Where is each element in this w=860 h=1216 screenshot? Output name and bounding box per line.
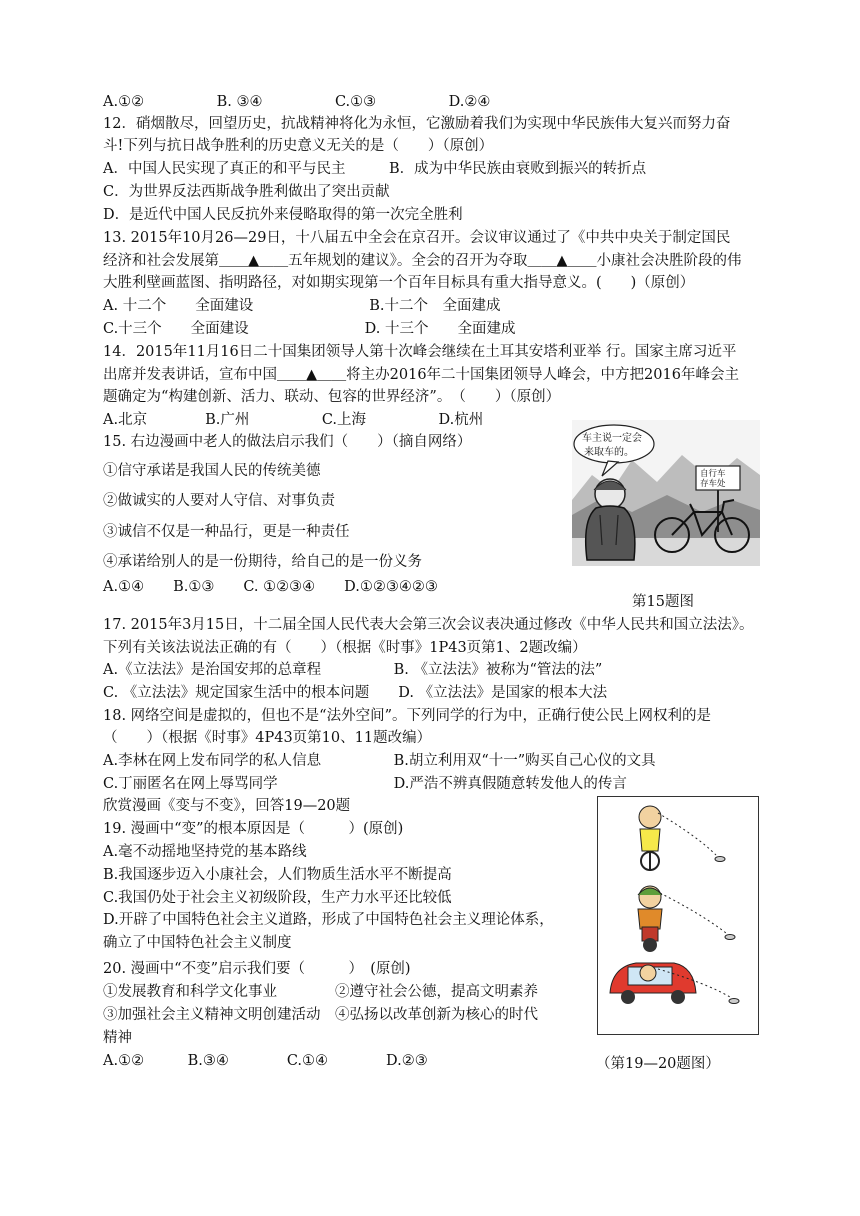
speech-text-line1: 车主说一定会 xyxy=(582,433,642,444)
q19-stem: 19. 漫画中“变”的根本原因是（ ）(原创) xyxy=(103,821,404,837)
q13-option-ab: A. 十二个 全面建设 B.十二个 全面建成 xyxy=(103,298,501,314)
q20-items-12: ①发展教育和科学文化事业 ②遵守社会公德，提高文明素养 xyxy=(103,984,538,1000)
q15-cartoon xyxy=(572,420,760,566)
q15-item-4: ④承诺给别人的是一份期待，给自己的是一份义务 xyxy=(103,554,422,570)
q20-options: A.①② B.③④ C.①④ D.②③ xyxy=(103,1053,428,1069)
q19-20-intro: 欣赏漫画《变与不变》，回答19—20题 xyxy=(103,798,351,814)
q19-option-a: A.毫不动摇地坚持党的基本路线 xyxy=(103,844,307,860)
q19-option-c: C.我国仍处于社会主义初级阶段，生产力水平还比较低 xyxy=(103,890,452,906)
q19-option-d-line2: 确立了中国特色社会主义制度 xyxy=(103,935,292,951)
old-man-bicycle-illustration xyxy=(572,420,760,566)
q18-stem-line2: （ ）（根据《时事》4P43页第10、11题改编） xyxy=(103,730,432,746)
q15-stem: 15. 右边漫画中老人的做法启示我们（ ）（摘自网络） xyxy=(103,434,472,450)
q12-option-d: D．是近代中国人民反抗外来侵略取得的第一次完全胜利 xyxy=(103,207,463,223)
q15-options: A.①④ B.①③ C. ①②③④ D.①②③④②③ xyxy=(103,579,438,595)
change-and-unchanged-illustration xyxy=(598,797,758,1034)
sign-text-line1: 自行车 xyxy=(700,469,726,479)
q12-option-ab: A．中国人民实现了真正的和平与民主 B．成为中华民族由衰败到振兴的转折点 xyxy=(103,161,647,177)
q11-options: A.①② B. ③④ C.①③ D.②④ xyxy=(103,94,491,110)
q18-stem-line1: 18. 网络空间是虚拟的，但也不是“法外空间”。下列同学的行为中，正确行使公民上网权利的是 xyxy=(103,708,711,724)
q13-stem-line1: 13. 2015年10月26—29日，十八届五中全会在京召开。会议审议通过了《中共中央关于制定国民 xyxy=(103,230,731,246)
q12-option-c: C．为世界反法西斯战争胜利做出了突出贡献 xyxy=(103,184,390,200)
q15-figure-caption: 第15题图 xyxy=(632,594,694,610)
q19-option-b: B.我国逐步迈入小康社会，人们物质生活水平不断提高 xyxy=(103,867,452,883)
q13-stem-line2: 经济和社会发展第＿＿▲＿＿五年规划的建议》。全会的召开为夺取＿＿▲＿＿小康社会决胜阶段的伟 xyxy=(103,253,742,269)
q12-stem-line2: 斗!下列与抗日战争胜利的历史意义无关的是（ ）（原创） xyxy=(103,138,494,154)
q13-option-cd: C.十三个 全面建设 D. 十三个 全面建成 xyxy=(103,321,516,337)
speech-text-line2: 来取车的。 xyxy=(584,447,634,458)
q15-item-1: ①信守承诺是我国人民的传统美德 xyxy=(103,463,321,479)
q18-option-ab: A.李林在网上发布同学的私人信息 B.胡立利用双“十一”购买自己心仪的文具 xyxy=(103,753,656,769)
q17-stem-line1: 17. 2015年3月15日，十二届全国人民代表大会第三次会议表决通过修改《中华人民共和国立法法》。 xyxy=(103,617,754,633)
q14-stem-line1: 14．2015年11月16日二十国集团领导人第十次峰会继续在土耳其安塔利亚举 行。国家主席习近平 xyxy=(103,344,737,360)
q19-20-cartoon xyxy=(597,796,759,1035)
q14-options: A.北京 B.广州 C.上海 D.杭州 xyxy=(103,412,484,428)
q15-item-2: ②做诚实的人要对人守信、对事负责 xyxy=(103,493,335,509)
q19-option-d-line1: D.开辟了中国特色社会主义道路，形成了中国特色社会主义理论体系， xyxy=(103,912,554,928)
q17-stem-line2: 下列有关该法说法正确的有（ ）（根据《时事》1P43页第1、2题改编） xyxy=(103,640,587,656)
q14-stem-line3: 题确定为“构建创新、活力、联动、包容的世界经济”。 （ ）（原创） xyxy=(103,389,561,405)
sign-text-line2: 存车处 xyxy=(700,479,726,489)
q13-stem-line3: 大胜利壁画蓝图、指明路径，对如期实现第一个百年目标具有重大指导意义。( )（原创） xyxy=(103,275,695,291)
q17-option-ab: A.《立法法》是治国安邦的总章程 B. 《立法法》被称为“管法的法” xyxy=(103,662,603,678)
q14-stem-line2: 出席并发表讲话，宣布中国＿＿▲＿＿将主办2016年二十国集团领导人峰会，中方把2016年峰会主 xyxy=(103,367,739,383)
q20-items-34: ③加强社会主义精神文明创建活动 ④弘扬以改革创新为核心的时代 xyxy=(103,1007,538,1023)
q19-20-figure-caption: （第19—20题图） xyxy=(596,1056,720,1072)
q15-item-3: ③诚信不仅是一种品行，更是一种责任 xyxy=(103,524,350,540)
q20-items-cont: 精神 xyxy=(103,1030,132,1046)
q18-option-cd: C.丁丽匿名在网上辱骂同学 D.严浩不辨真假随意转发他人的传言 xyxy=(103,776,627,792)
q20-stem: 20. 漫画中“不变”启示我们要（ ） (原创) xyxy=(103,961,411,977)
q17-option-cd: C. 《立法法》规定国家生活中的根本问题 D. 《立法法》是国家的根本大法 xyxy=(103,685,608,701)
q12-stem-line1: 12．硝烟散尽，回望历史，抗战精神将化为永恒，它激励着我们为实现中华民族伟大复兴而努力奋 xyxy=(103,116,731,132)
